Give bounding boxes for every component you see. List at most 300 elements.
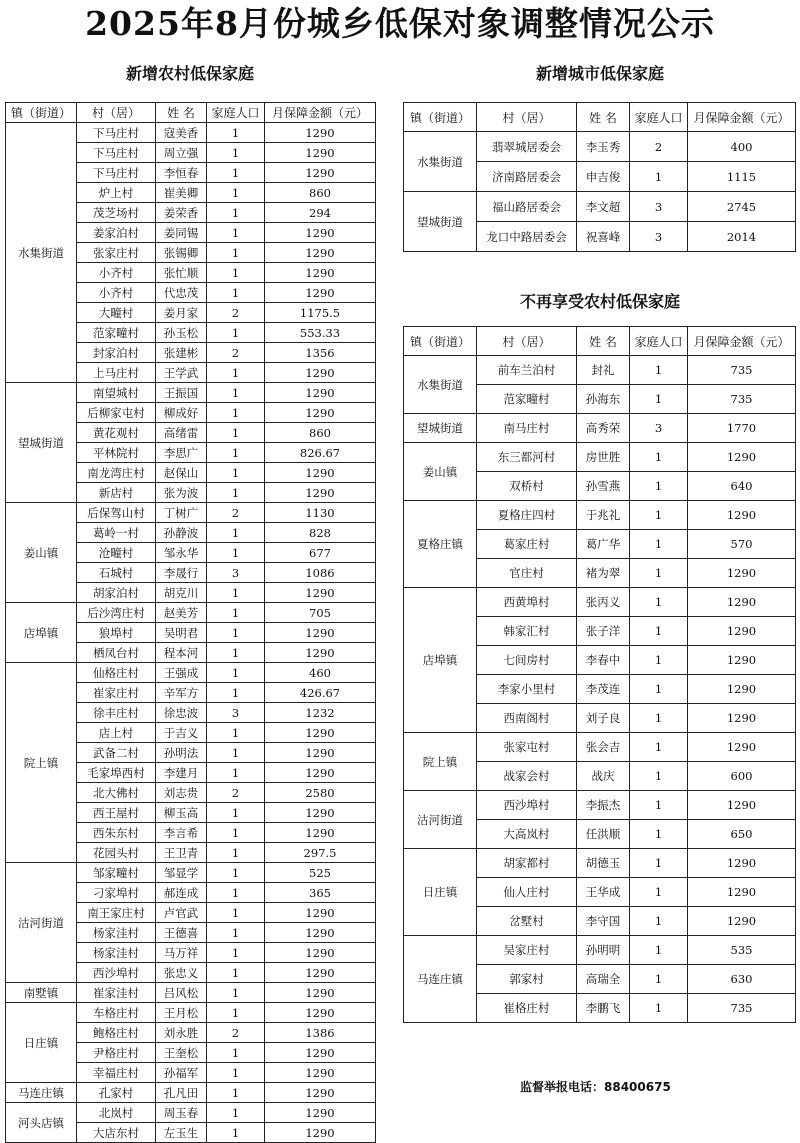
household-cell: 1 [207, 743, 265, 763]
town-cell: 望城街道 [404, 414, 477, 443]
household-cell: 1 [207, 543, 265, 563]
name-cell: 卢官武 [156, 903, 207, 923]
amount-cell: 1290 [265, 743, 376, 763]
village-cell: 封家泊村 [77, 343, 156, 363]
household-cell: 1 [207, 483, 265, 503]
household-cell: 1 [630, 907, 688, 936]
name-cell: 任洪顺 [577, 820, 630, 849]
amount-cell: 1290 [265, 243, 376, 263]
name-cell: 姜荣香 [156, 203, 207, 223]
village-cell: 崔家洼村 [77, 983, 156, 1003]
amount-cell: 650 [688, 820, 796, 849]
name-cell: 高瑞全 [577, 965, 630, 994]
name-cell: 邹永华 [156, 543, 207, 563]
name-cell: 王奎松 [156, 1043, 207, 1063]
village-cell: 吴家庄村 [477, 936, 577, 965]
removed-table [403, 326, 796, 1023]
amount-cell: 1290 [265, 363, 376, 383]
amount-cell: 1290 [265, 803, 376, 823]
village-cell: 大店东村 [77, 1123, 156, 1143]
household-cell: 1 [207, 823, 265, 843]
name-cell: 柳玉高 [156, 803, 207, 823]
village-cell: 李家小里村 [477, 675, 577, 704]
household-cell: 1 [630, 791, 688, 820]
col-household-header: 家庭人口 [630, 327, 688, 356]
amount-cell: 1290 [265, 1043, 376, 1063]
name-cell: 李守国 [577, 907, 630, 936]
name-cell: 程本河 [156, 643, 207, 663]
village-cell: 车格庄村 [77, 1003, 156, 1023]
town-cell: 姜山镇 [404, 443, 477, 501]
col-household-header: 家庭人口 [630, 103, 688, 132]
household-cell: 3 [207, 563, 265, 583]
name-cell: 李振杰 [577, 791, 630, 820]
col-amount-header: 月保障金额（元） [688, 103, 796, 132]
village-cell: 翡翠城居委会 [477, 132, 577, 162]
village-cell: 东三都河村 [477, 443, 577, 472]
village-cell: 龙口中路居委会 [477, 222, 577, 252]
amount-cell: 1290 [688, 878, 796, 907]
village-cell: 仙人庄村 [477, 878, 577, 907]
village-cell: 后沙湾庄村 [77, 603, 156, 623]
village-cell: 下马庄村 [77, 143, 156, 163]
amount-cell: 640 [688, 472, 796, 501]
household-cell: 2 [207, 343, 265, 363]
amount-cell: 1290 [265, 943, 376, 963]
household-cell: 1 [207, 803, 265, 823]
village-cell: 后柳家屯村 [77, 403, 156, 423]
name-cell: 王德喜 [156, 923, 207, 943]
table-header-row [404, 103, 796, 132]
col-village-header: 村（居） [477, 327, 577, 356]
household-cell: 1 [630, 965, 688, 994]
village-cell: 南马庄村 [477, 414, 577, 443]
town-cell: 姜山镇 [6, 503, 77, 603]
table-row [6, 1003, 376, 1023]
name-cell: 高秀荣 [577, 414, 630, 443]
household-cell: 2 [207, 1023, 265, 1043]
village-cell: 战家会村 [477, 762, 577, 791]
household-cell: 1 [207, 1123, 265, 1143]
household-cell: 1 [630, 356, 688, 385]
amount-cell: 826.67 [265, 443, 376, 463]
household-cell: 1 [630, 443, 688, 472]
household-cell: 3 [630, 222, 688, 252]
name-cell: 孙静波 [156, 523, 207, 543]
village-cell: 尹格庄村 [77, 1043, 156, 1063]
name-cell: 祝喜峰 [577, 222, 630, 252]
household-cell: 1 [207, 463, 265, 483]
household-cell: 1 [207, 143, 265, 163]
amount-cell: 2580 [265, 783, 376, 803]
village-cell: 西沙埠村 [77, 963, 156, 983]
household-cell: 1 [630, 820, 688, 849]
town-cell: 日庄镇 [6, 1003, 77, 1083]
amount-cell: 705 [265, 603, 376, 623]
name-cell: 王强成 [156, 663, 207, 683]
village-cell: 夏格庄四村 [477, 501, 577, 530]
table-row [404, 733, 796, 762]
amount-cell: 570 [688, 530, 796, 559]
village-cell: 徐丰庄村 [77, 703, 156, 723]
village-cell: 大高岚村 [477, 820, 577, 849]
village-cell: 杨家洼村 [77, 923, 156, 943]
name-cell: 房世胜 [577, 443, 630, 472]
town-cell: 店埠镇 [404, 588, 477, 733]
household-cell: 3 [630, 192, 688, 222]
name-cell: 刘子良 [577, 704, 630, 733]
town-cell: 院上镇 [404, 733, 477, 791]
village-cell: 韩家汇村 [477, 617, 577, 646]
amount-cell: 1290 [688, 675, 796, 704]
village-cell: 武备二村 [77, 743, 156, 763]
name-cell: 李春中 [577, 646, 630, 675]
name-cell: 姜月家 [156, 303, 207, 323]
household-cell: 1 [207, 983, 265, 1003]
amount-cell: 860 [265, 183, 376, 203]
household-cell: 2 [207, 783, 265, 803]
amount-cell: 1290 [265, 623, 376, 643]
village-cell: 济南路居委会 [477, 162, 577, 192]
amount-cell: 1290 [688, 704, 796, 733]
village-cell: 郭家村 [477, 965, 577, 994]
amount-cell: 1290 [688, 588, 796, 617]
amount-cell: 1290 [265, 123, 376, 143]
household-cell: 1 [630, 617, 688, 646]
household-cell: 1 [630, 501, 688, 530]
town-cell: 河头店镇 [6, 1103, 77, 1143]
name-cell: 姜同锡 [156, 223, 207, 243]
household-cell: 1 [207, 123, 265, 143]
household-cell: 1 [207, 683, 265, 703]
amount-cell: 1290 [688, 791, 796, 820]
name-cell: 李建月 [156, 763, 207, 783]
amount-cell: 1175.5 [265, 303, 376, 323]
amount-cell: 1290 [265, 383, 376, 403]
village-cell: 后保驾山村 [77, 503, 156, 523]
name-cell: 柳成好 [156, 403, 207, 423]
town-cell: 店埠镇 [6, 603, 77, 663]
amount-cell: 1115 [688, 162, 796, 192]
name-cell: 孙海东 [577, 385, 630, 414]
col-name-header: 姓 名 [577, 327, 630, 356]
village-cell: 西沙埠村 [477, 791, 577, 820]
village-cell: 官庄村 [477, 559, 577, 588]
table-row [6, 663, 376, 683]
name-cell: 张为波 [156, 483, 207, 503]
name-cell: 张忙顺 [156, 263, 207, 283]
amount-cell: 735 [688, 385, 796, 414]
name-cell: 刘志贵 [156, 783, 207, 803]
table-header-row [404, 327, 796, 356]
village-cell: 双桥村 [477, 472, 577, 501]
village-cell: 七间房村 [477, 646, 577, 675]
household-cell: 1 [630, 994, 688, 1023]
table-row [404, 936, 796, 965]
household-cell: 1 [207, 583, 265, 603]
village-cell: 花园头村 [77, 843, 156, 863]
household-cell: 1 [207, 383, 265, 403]
name-cell: 刘永胜 [156, 1023, 207, 1043]
name-cell: 李晟行 [156, 563, 207, 583]
amount-cell: 1290 [688, 849, 796, 878]
table-row [6, 863, 376, 883]
table-row [404, 443, 796, 472]
name-cell: 周立强 [156, 143, 207, 163]
name-cell: 丁树广 [156, 503, 207, 523]
town-cell: 南墅镇 [6, 983, 77, 1003]
village-cell: 胡家泊村 [77, 583, 156, 603]
village-cell: 下马庄村 [77, 163, 156, 183]
name-cell: 李文超 [577, 192, 630, 222]
col-household-header: 家庭人口 [207, 103, 265, 123]
amount-cell: 828 [265, 523, 376, 543]
household-cell: 1 [207, 1083, 265, 1103]
amount-cell: 1290 [688, 443, 796, 472]
household-cell: 1 [630, 878, 688, 907]
table-row [404, 132, 796, 162]
amount-cell: 1290 [265, 283, 376, 303]
household-cell: 2 [630, 132, 688, 162]
household-cell: 1 [630, 849, 688, 878]
amount-cell: 1290 [688, 733, 796, 762]
household-cell: 1 [207, 1063, 265, 1083]
name-cell: 张锡卿 [156, 243, 207, 263]
village-cell: 北大佛村 [77, 783, 156, 803]
name-cell: 辛军方 [156, 683, 207, 703]
name-cell: 孙雪燕 [577, 472, 630, 501]
amount-cell: 1290 [265, 983, 376, 1003]
household-cell: 1 [207, 903, 265, 923]
name-cell: 郝连成 [156, 883, 207, 903]
household-cell: 1 [207, 263, 265, 283]
village-cell: 杨家洼村 [77, 943, 156, 963]
amount-cell: 1290 [265, 1003, 376, 1023]
village-cell: 胡家都村 [477, 849, 577, 878]
table-header-row [6, 103, 376, 123]
name-cell: 孔凡田 [156, 1083, 207, 1103]
name-cell: 王学武 [156, 363, 207, 383]
town-cell: 水集街道 [6, 123, 77, 383]
village-cell: 崔格庄村 [477, 994, 577, 1023]
name-cell: 王华成 [577, 878, 630, 907]
household-cell: 1 [207, 443, 265, 463]
name-cell: 李玉秀 [577, 132, 630, 162]
village-cell: 沧疃村 [77, 543, 156, 563]
amount-cell: 1290 [265, 903, 376, 923]
amount-cell: 1290 [688, 646, 796, 675]
household-cell: 1 [207, 663, 265, 683]
amount-cell: 1290 [265, 723, 376, 743]
village-cell: 崔家庄村 [77, 683, 156, 703]
col-town-header: 镇（街道） [404, 327, 477, 356]
household-cell: 1 [630, 733, 688, 762]
town-cell: 院上镇 [6, 663, 77, 863]
village-cell: 上马庄村 [77, 363, 156, 383]
household-cell: 1 [207, 863, 265, 883]
name-cell: 周玉春 [156, 1103, 207, 1123]
village-cell: 平林院村 [77, 443, 156, 463]
table-row [404, 414, 796, 443]
name-cell: 王月松 [156, 1003, 207, 1023]
village-cell: 葛岭一村 [77, 523, 156, 543]
name-cell: 于吉义 [156, 723, 207, 743]
household-cell: 1 [207, 423, 265, 443]
name-cell: 胡克川 [156, 583, 207, 603]
name-cell: 赵美芳 [156, 603, 207, 623]
household-cell: 1 [207, 1043, 265, 1063]
table-row [6, 383, 376, 403]
name-cell: 张建彬 [156, 343, 207, 363]
village-cell: 刁家埠村 [77, 883, 156, 903]
amount-cell: 535 [688, 936, 796, 965]
village-cell: 石城村 [77, 563, 156, 583]
village-cell: 仙格庄村 [77, 663, 156, 683]
amount-cell: 1290 [688, 617, 796, 646]
name-cell: 于兆礼 [577, 501, 630, 530]
col-village-header: 村（居） [477, 103, 577, 132]
table-row [404, 849, 796, 878]
rural-new-title: 新增农村低保家庭 [125, 64, 254, 83]
town-cell: 马连庄镇 [404, 936, 477, 1023]
household-cell: 1 [207, 943, 265, 963]
household-cell: 1 [207, 223, 265, 243]
name-cell: 李鹏飞 [577, 994, 630, 1023]
village-cell: 范家疃村 [77, 323, 156, 343]
amount-cell: 1290 [265, 1063, 376, 1083]
name-cell: 孙明法 [156, 743, 207, 763]
urban-new-table [403, 102, 796, 252]
amount-cell: 1386 [265, 1023, 376, 1043]
col-amount-header: 月保障金额（元） [688, 327, 796, 356]
name-cell: 崔美卿 [156, 183, 207, 203]
village-cell: 张家庄村 [77, 243, 156, 263]
name-cell: 张会吉 [577, 733, 630, 762]
household-cell: 1 [207, 603, 265, 623]
town-cell: 望城街道 [6, 383, 77, 503]
household-cell: 1 [207, 203, 265, 223]
amount-cell: 1290 [265, 963, 376, 983]
household-cell: 1 [207, 243, 265, 263]
amount-cell: 297.5 [265, 843, 376, 863]
amount-cell: 294 [265, 203, 376, 223]
name-cell: 吴明君 [156, 623, 207, 643]
name-cell: 马万祥 [156, 943, 207, 963]
amount-cell: 365 [265, 883, 376, 903]
amount-cell: 1290 [688, 501, 796, 530]
village-cell: 南望城村 [77, 383, 156, 403]
household-cell: 1 [207, 883, 265, 903]
name-cell: 徐忠波 [156, 703, 207, 723]
town-cell: 马连庄镇 [6, 1083, 77, 1103]
amount-cell: 460 [265, 663, 376, 683]
amount-cell: 1290 [265, 923, 376, 943]
amount-cell: 1290 [265, 583, 376, 603]
village-cell: 炉上村 [77, 183, 156, 203]
amount-cell: 1290 [265, 1123, 376, 1143]
village-cell: 茂芝场村 [77, 203, 156, 223]
household-cell: 2 [207, 303, 265, 323]
name-cell: 褚为翠 [577, 559, 630, 588]
amount-cell: 1290 [265, 163, 376, 183]
name-cell: 李思广 [156, 443, 207, 463]
household-cell: 1 [630, 385, 688, 414]
table-row [404, 791, 796, 820]
household-cell: 1 [207, 643, 265, 663]
urban-new-title: 新增城市低保家庭 [535, 64, 664, 83]
household-cell: 1 [630, 472, 688, 501]
name-cell: 申吉俊 [577, 162, 630, 192]
village-cell: 下马庄村 [77, 123, 156, 143]
amount-cell: 1290 [265, 263, 376, 283]
name-cell: 王卫青 [156, 843, 207, 863]
household-cell: 1 [630, 646, 688, 675]
amount-cell: 1290 [265, 763, 376, 783]
village-cell: 北岚村 [77, 1103, 156, 1123]
col-town-header: 镇（街道） [404, 103, 477, 132]
village-cell: 鲍格庄村 [77, 1023, 156, 1043]
name-cell: 战庆 [577, 762, 630, 791]
household-cell: 1 [630, 559, 688, 588]
col-amount-header: 月保障金额（元） [265, 103, 376, 123]
household-cell: 1 [207, 1103, 265, 1123]
table-row [404, 588, 796, 617]
village-cell: 孔家村 [77, 1083, 156, 1103]
household-cell: 1 [207, 623, 265, 643]
village-cell: 南龙湾庄村 [77, 463, 156, 483]
village-cell: 福山路居委会 [477, 192, 577, 222]
page-title: 2025年8月份城乡低保对象调整情况公示 [85, 4, 715, 43]
household-cell: 1 [207, 403, 265, 423]
amount-cell: 860 [265, 423, 376, 443]
village-cell: 姜家泊村 [77, 223, 156, 243]
village-cell: 岔墅村 [477, 907, 577, 936]
village-cell: 店上村 [77, 723, 156, 743]
name-cell: 张丙义 [577, 588, 630, 617]
village-cell: 毛家埠西村 [77, 763, 156, 783]
amount-cell: 1290 [265, 463, 376, 483]
table-row [6, 983, 376, 1003]
name-cell: 邹显学 [156, 863, 207, 883]
village-cell: 范家疃村 [477, 385, 577, 414]
village-cell: 西南阁村 [477, 704, 577, 733]
hotline-text: 监督举报电话：88400675 [520, 1080, 671, 1094]
household-cell: 1 [207, 363, 265, 383]
amount-cell: 1290 [688, 559, 796, 588]
col-town-header: 镇（街道） [6, 103, 77, 123]
amount-cell: 426.67 [265, 683, 376, 703]
household-cell: 1 [207, 163, 265, 183]
village-cell: 前车兰泊村 [477, 356, 577, 385]
household-cell: 1 [207, 323, 265, 343]
name-cell: 胡德玉 [577, 849, 630, 878]
name-cell: 寇美香 [156, 123, 207, 143]
amount-cell: 400 [688, 132, 796, 162]
amount-cell: 735 [688, 356, 796, 385]
household-cell: 1 [207, 183, 265, 203]
household-cell: 1 [207, 283, 265, 303]
household-cell: 3 [207, 703, 265, 723]
amount-cell: 735 [688, 994, 796, 1023]
town-cell: 沽河街道 [6, 863, 77, 983]
table-row [6, 503, 376, 523]
town-cell: 望城街道 [404, 192, 477, 252]
table-row [6, 603, 376, 623]
rural-new-table [5, 102, 376, 1143]
amount-cell: 553.33 [265, 323, 376, 343]
name-cell: 孙玉松 [156, 323, 207, 343]
amount-cell: 2014 [688, 222, 796, 252]
